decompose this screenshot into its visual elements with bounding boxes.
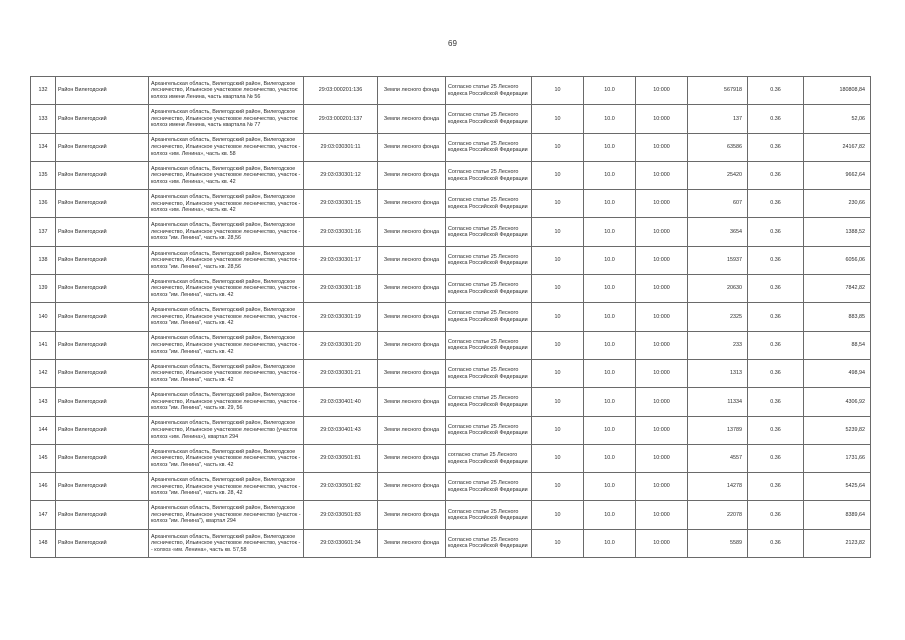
row-number: 145 (31, 444, 56, 472)
land-category-cell: Земли лесного фонда (378, 416, 446, 444)
cadastral-number-cell: 29:03:030301:15 (304, 190, 378, 218)
sum-cell: 9662,64 (804, 161, 871, 189)
value-cell: 10 (532, 275, 584, 303)
value-cell: 10:000 (636, 388, 688, 416)
row-number: 136 (31, 190, 56, 218)
area-cell: 4557 (688, 444, 748, 472)
legal-basis-cell: Согласно статье 25 Лесного кодекса Российской Федерации (446, 303, 532, 331)
value-cell: 10 (532, 303, 584, 331)
table-row (31, 444, 871, 472)
value-cell: 10 (532, 331, 584, 359)
area-cell: 2325 (688, 303, 748, 331)
value-cell: 10 (532, 359, 584, 387)
value-cell: 10:000 (636, 77, 688, 105)
area-cell: 20630 (688, 275, 748, 303)
value-cell: 10 (532, 161, 584, 189)
area-cell: 13789 (688, 416, 748, 444)
sum-cell: 1731,66 (804, 444, 871, 472)
area-cell: 607 (688, 190, 748, 218)
land-category-cell: Земли лесного фонда (378, 444, 446, 472)
value-cell: 10 (532, 218, 584, 246)
land-category-cell: Земли лесного фонда (378, 529, 446, 557)
cadastral-number-cell: 29:03:030301:11 (304, 133, 378, 161)
row-number: 137 (31, 218, 56, 246)
table-row (31, 77, 871, 105)
value-cell: 10.0 (584, 218, 636, 246)
area-cell: 1313 (688, 359, 748, 387)
value-cell: 10.0 (584, 444, 636, 472)
value-cell: 10 (532, 388, 584, 416)
area-cell: 14278 (688, 473, 748, 501)
area-cell: 63586 (688, 133, 748, 161)
legal-basis-cell: Согласно статье 25 Лесного кодекса Российской Федерации (446, 416, 532, 444)
legal-basis-cell: Согласно статье 25 Лесного кодекса Российской Федерации (446, 331, 532, 359)
address-cell: Архангельская область, Вилегодский район, Вилегодское лесничество, Ильинское участковое лесничество (участок - колхоз "им. Ленина"), квартал 294 (149, 501, 304, 529)
address-cell: Архангельская область, Вилегодский район, Вилегодское лесничество, Ильинское участковое лесничество, участок - колхоз "им. Ленина", часть кв. 28, 42 (149, 473, 304, 501)
legal-basis-cell: Согласно статье 25 Лесного кодекса Российской Федерации (446, 388, 532, 416)
address-cell: Архангельская область, Вилегодский район, Вилегодское лесничество, Ильинское участковое лесничество, участок - колхоз "им. Ленина", часть кв. 42 (149, 444, 304, 472)
address-cell: Архангельская область, Вилегодский район, Вилегодское лесничество, Ильинское участковое лесничество, участок -- колхоз «им. Ленина», часть кв. 57,58 (149, 529, 304, 557)
address-cell: Архангельская область, Вилегодский район, Вилегодское лесничество, Ильинское участковое лесничество, участок - колхоз "им. Ленина", часть кв. 42 (149, 331, 304, 359)
area-cell: 5589 (688, 529, 748, 557)
land-category-cell: Земли лесного фонда (378, 77, 446, 105)
legal-basis-cell: Согласно статье 25 Лесного кодекса Российской Федерации (446, 501, 532, 529)
cadastral-number-cell: 29:03:030501:83 (304, 501, 378, 529)
value-cell: 10.0 (584, 501, 636, 529)
legal-basis-cell: Согласно статье 25 Лесного кодекса Российской Федерации (446, 473, 532, 501)
cadastral-number-cell: 29:03:030301:19 (304, 303, 378, 331)
address-cell: Архангельская область, Вилегодский район, Вилегодское лесничество, Ильинское участковое лесничество, участок: колхоз имени Ленина, часть квартала № 56 (149, 77, 304, 105)
row-number: 138 (31, 246, 56, 274)
rate-cell: 0.36 (748, 303, 804, 331)
cadastral-number-cell: 29:03:030301:17 (304, 246, 378, 274)
address-cell: Архангельская область, Вилегодский район, Вилегодское лесничество, Ильинское участковое лесничество, участок - колхоз «им. Ленина», часть кв. 58 (149, 133, 304, 161)
value-cell: 10 (532, 473, 584, 501)
cadastral-number-cell: 29:03:030401:40 (304, 388, 378, 416)
value-cell: 10 (532, 529, 584, 557)
district-cell: Район Вилегодский (56, 275, 149, 303)
value-cell: 10 (532, 246, 584, 274)
value-cell: 10 (532, 105, 584, 133)
sum-cell: 7842,82 (804, 275, 871, 303)
value-cell: 10.0 (584, 529, 636, 557)
row-number: 140 (31, 303, 56, 331)
address-cell: Архангельская область, Вилегодский район, Вилегодское лесничество, Ильинское участковое лесничество, участок - колхоз "им. Ленина", часть кв. 28,56 (149, 218, 304, 246)
district-cell: Район Вилегодский (56, 190, 149, 218)
legal-basis-cell: Согласно статье 25 Лесного кодекса Российской Федерации (446, 359, 532, 387)
row-number: 135 (31, 161, 56, 189)
cadastral-number-cell: 29:03:030301:16 (304, 218, 378, 246)
land-category-cell: Земли лесного фонда (378, 331, 446, 359)
land-category-cell: Земли лесного фонда (378, 275, 446, 303)
district-cell: Район Вилегодский (56, 501, 149, 529)
sum-cell: 180808,84 (804, 77, 871, 105)
value-cell: 10 (532, 416, 584, 444)
table-row (31, 275, 871, 303)
value-cell: 10.0 (584, 331, 636, 359)
cadastral-number-cell: 29:03:000201:136 (304, 77, 378, 105)
table-row (31, 331, 871, 359)
sum-cell: 5425,64 (804, 473, 871, 501)
value-cell: 10:000 (636, 331, 688, 359)
table-row (31, 416, 871, 444)
value-cell: 10:000 (636, 190, 688, 218)
district-cell: Район Вилегодский (56, 77, 149, 105)
value-cell: 10:000 (636, 105, 688, 133)
cadastral-number-cell: 29:03:000201:137 (304, 105, 378, 133)
table-row (31, 161, 871, 189)
land-category-cell: Земли лесного фонда (378, 388, 446, 416)
table-row (31, 359, 871, 387)
value-cell: 10 (532, 77, 584, 105)
district-cell: Район Вилегодский (56, 105, 149, 133)
address-cell: Архангельская область, Вилегодский район, Вилегодское лесничество, Ильинское участковое лесничество, участок - колхоз "им. Ленина", часть кв. 42 (149, 275, 304, 303)
legal-basis-cell: согласно статье 25 Лесного кодекса Российской Федерации (446, 444, 532, 472)
legal-basis-cell: Согласно статье 25 Лесного кодекса Российской Федерации (446, 529, 532, 557)
rate-cell: 0.36 (748, 444, 804, 472)
rate-cell: 0.36 (748, 501, 804, 529)
cadastral-number-cell: 29:03:030601:34 (304, 529, 378, 557)
row-number: 133 (31, 105, 56, 133)
land-category-cell: Земли лесного фонда (378, 303, 446, 331)
value-cell: 10.0 (584, 105, 636, 133)
table-row (31, 529, 871, 557)
area-cell: 3654 (688, 218, 748, 246)
rate-cell: 0.36 (748, 331, 804, 359)
area-cell: 11334 (688, 388, 748, 416)
rate-cell: 0.36 (748, 246, 804, 274)
land-category-cell: Земли лесного фонда (378, 359, 446, 387)
address-cell: Архангельская область, Вилегодский район, Вилегодское лесничество, Ильинское участковое лесничество, участок - колхоз "им. Ленина", часть кв. 29, 56 (149, 388, 304, 416)
row-number: 132 (31, 77, 56, 105)
table-row (31, 473, 871, 501)
value-cell: 10:000 (636, 359, 688, 387)
land-category-cell: Земли лесного фонда (378, 218, 446, 246)
legal-basis-cell: Согласно статье 25 Лесного кодекса Российской Федерации (446, 190, 532, 218)
value-cell: 10.0 (584, 161, 636, 189)
area-cell: 22078 (688, 501, 748, 529)
cadastral-number-cell: 29:03:030501:82 (304, 473, 378, 501)
rate-cell: 0.36 (748, 161, 804, 189)
value-cell: 10:000 (636, 416, 688, 444)
district-cell: Район Вилегодский (56, 133, 149, 161)
sum-cell: 1388,52 (804, 218, 871, 246)
value-cell: 10.0 (584, 190, 636, 218)
legal-basis-cell: Согласно статье 25 Лесного кодекса Российской Федерации (446, 77, 532, 105)
sum-cell: 24167,82 (804, 133, 871, 161)
row-number: 139 (31, 275, 56, 303)
land-table (30, 76, 871, 558)
rate-cell: 0.36 (748, 275, 804, 303)
value-cell: 10.0 (584, 275, 636, 303)
land-category-cell: Земли лесного фонда (378, 501, 446, 529)
table-row (31, 501, 871, 529)
rate-cell: 0.36 (748, 529, 804, 557)
value-cell: 10.0 (584, 359, 636, 387)
table-row (31, 190, 871, 218)
sum-cell: 5239,82 (804, 416, 871, 444)
rate-cell: 0.36 (748, 218, 804, 246)
sum-cell: 2123,82 (804, 529, 871, 557)
value-cell: 10.0 (584, 133, 636, 161)
sum-cell: 6056,06 (804, 246, 871, 274)
land-category-cell: Земли лесного фонда (378, 133, 446, 161)
sum-cell: 8389,64 (804, 501, 871, 529)
sum-cell: 230,66 (804, 190, 871, 218)
row-number: 148 (31, 529, 56, 557)
value-cell: 10:000 (636, 473, 688, 501)
district-cell: Район Вилегодский (56, 303, 149, 331)
value-cell: 10 (532, 190, 584, 218)
rate-cell: 0.36 (748, 133, 804, 161)
value-cell: 10.0 (584, 246, 636, 274)
rate-cell: 0.36 (748, 105, 804, 133)
row-number: 134 (31, 133, 56, 161)
address-cell: Архангельская область, Вилегодский район, Вилегодское лесничество, Ильинское участковое лесничество, участок - колхоз "им. Ленина", часть кв. 42 (149, 303, 304, 331)
address-cell: Архангельская область, Вилегодский район, Вилегодское лесничество, Ильинское участковое лесничество, участок - колхоз "им. Ленина", часть кв. 42 (149, 359, 304, 387)
sum-cell: 498,94 (804, 359, 871, 387)
rate-cell: 0.36 (748, 77, 804, 105)
row-number: 146 (31, 473, 56, 501)
sum-cell: 4306,92 (804, 388, 871, 416)
value-cell: 10 (532, 444, 584, 472)
cadastral-number-cell: 29:03:030501:81 (304, 444, 378, 472)
rate-cell: 0.36 (748, 359, 804, 387)
area-cell: 233 (688, 331, 748, 359)
row-number: 143 (31, 388, 56, 416)
value-cell: 10:000 (636, 303, 688, 331)
rate-cell: 0.36 (748, 473, 804, 501)
table-row (31, 303, 871, 331)
cadastral-number-cell: 29:03:030301:21 (304, 359, 378, 387)
cadastral-number-cell: 29:03:030301:12 (304, 161, 378, 189)
table-row (31, 388, 871, 416)
district-cell: Район Вилегодский (56, 218, 149, 246)
district-cell: Район Вилегодский (56, 473, 149, 501)
table-row (31, 133, 871, 161)
area-cell: 137 (688, 105, 748, 133)
table-row (31, 218, 871, 246)
rate-cell: 0.36 (748, 190, 804, 218)
land-category-cell: Земли лесного фонда (378, 190, 446, 218)
row-number: 144 (31, 416, 56, 444)
address-cell: Архангельская область, Вилегодский район, Вилегодское лесничество, Ильинское участковое лесничество (участок колхоз «им. Ленина»), квартал 294 (149, 416, 304, 444)
area-cell: 567918 (688, 77, 748, 105)
land-category-cell: Земли лесного фонда (378, 246, 446, 274)
value-cell: 10.0 (584, 473, 636, 501)
value-cell: 10:000 (636, 444, 688, 472)
row-number: 141 (31, 331, 56, 359)
row-number: 147 (31, 501, 56, 529)
value-cell: 10:000 (636, 133, 688, 161)
rate-cell: 0.36 (748, 416, 804, 444)
cadastral-number-cell: 29:03:030401:43 (304, 416, 378, 444)
district-cell: Район Вилегодский (56, 359, 149, 387)
value-cell: 10:000 (636, 218, 688, 246)
land-category-cell: Земли лесного фонда (378, 473, 446, 501)
sum-cell: 883,85 (804, 303, 871, 331)
value-cell: 10:000 (636, 246, 688, 274)
value-cell: 10:000 (636, 501, 688, 529)
cadastral-number-cell: 29:03:030301:20 (304, 331, 378, 359)
value-cell: 10.0 (584, 77, 636, 105)
address-cell: Архангельская область, Вилегодский район, Вилегодское лесничество, Ильинское участковое лесничество, участок - колхоз "им. Ленина", часть кв. 28,56 (149, 246, 304, 274)
legal-basis-cell: Согласно статье 25 Лесного кодекса Российской Федерации (446, 133, 532, 161)
legal-basis-cell: Согласно статье 25 Лесного кодекса Российской Федерации (446, 161, 532, 189)
district-cell: Район Вилегодский (56, 246, 149, 274)
value-cell: 10:000 (636, 275, 688, 303)
address-cell: Архангельская область, Вилегодский район, Вилегодское лесничество, Ильинское участковое лесничество, участок - колхоз «им. Ленина», часть кв. 42 (149, 161, 304, 189)
rate-cell: 0.36 (748, 388, 804, 416)
value-cell: 10 (532, 133, 584, 161)
legal-basis-cell: Согласно статье 25 Лесного кодекса Российской Федерации (446, 246, 532, 274)
address-cell: Архангельская область, Вилегодский район, Вилегодское лесничество, Ильинское участковое лесничество, участок - колхоз «им. Ленина», часть кв. 42 (149, 190, 304, 218)
sum-cell: 52,06 (804, 105, 871, 133)
district-cell: Район Вилегодский (56, 444, 149, 472)
district-cell: Район Вилегодский (56, 161, 149, 189)
legal-basis-cell: Согласно статье 25 Лесного кодекса Российской Федерации (446, 105, 532, 133)
table-row (31, 105, 871, 133)
value-cell: 10.0 (584, 388, 636, 416)
area-cell: 15937 (688, 246, 748, 274)
sum-cell: 88,54 (804, 331, 871, 359)
district-cell: Район Вилегодский (56, 529, 149, 557)
value-cell: 10:000 (636, 161, 688, 189)
value-cell: 10 (532, 501, 584, 529)
value-cell: 10.0 (584, 303, 636, 331)
district-cell: Район Вилегодский (56, 331, 149, 359)
legal-basis-cell: Согласно статье 25 Лесного кодекса Российской Федерации (446, 275, 532, 303)
value-cell: 10.0 (584, 416, 636, 444)
table-body (31, 77, 871, 558)
legal-basis-cell: Согласно статье 25 Лесного кодекса Российской Федерации (446, 218, 532, 246)
row-number: 142 (31, 359, 56, 387)
page-number: 69 (448, 39, 457, 48)
table-row (31, 246, 871, 274)
district-cell: Район Вилегодский (56, 388, 149, 416)
area-cell: 25420 (688, 161, 748, 189)
cadastral-number-cell: 29:03:030301:18 (304, 275, 378, 303)
address-cell: Архангельская область, Вилегодский район, Вилегодское лесничество, Ильинское участковое лесничество, участок: колхоз имени Ленина, часть квартала № 77 (149, 105, 304, 133)
district-cell: Район Вилегодский (56, 416, 149, 444)
value-cell: 10:000 (636, 529, 688, 557)
land-category-cell: Земли лесного фонда (378, 105, 446, 133)
land-category-cell: Земли лесного фонда (378, 161, 446, 189)
